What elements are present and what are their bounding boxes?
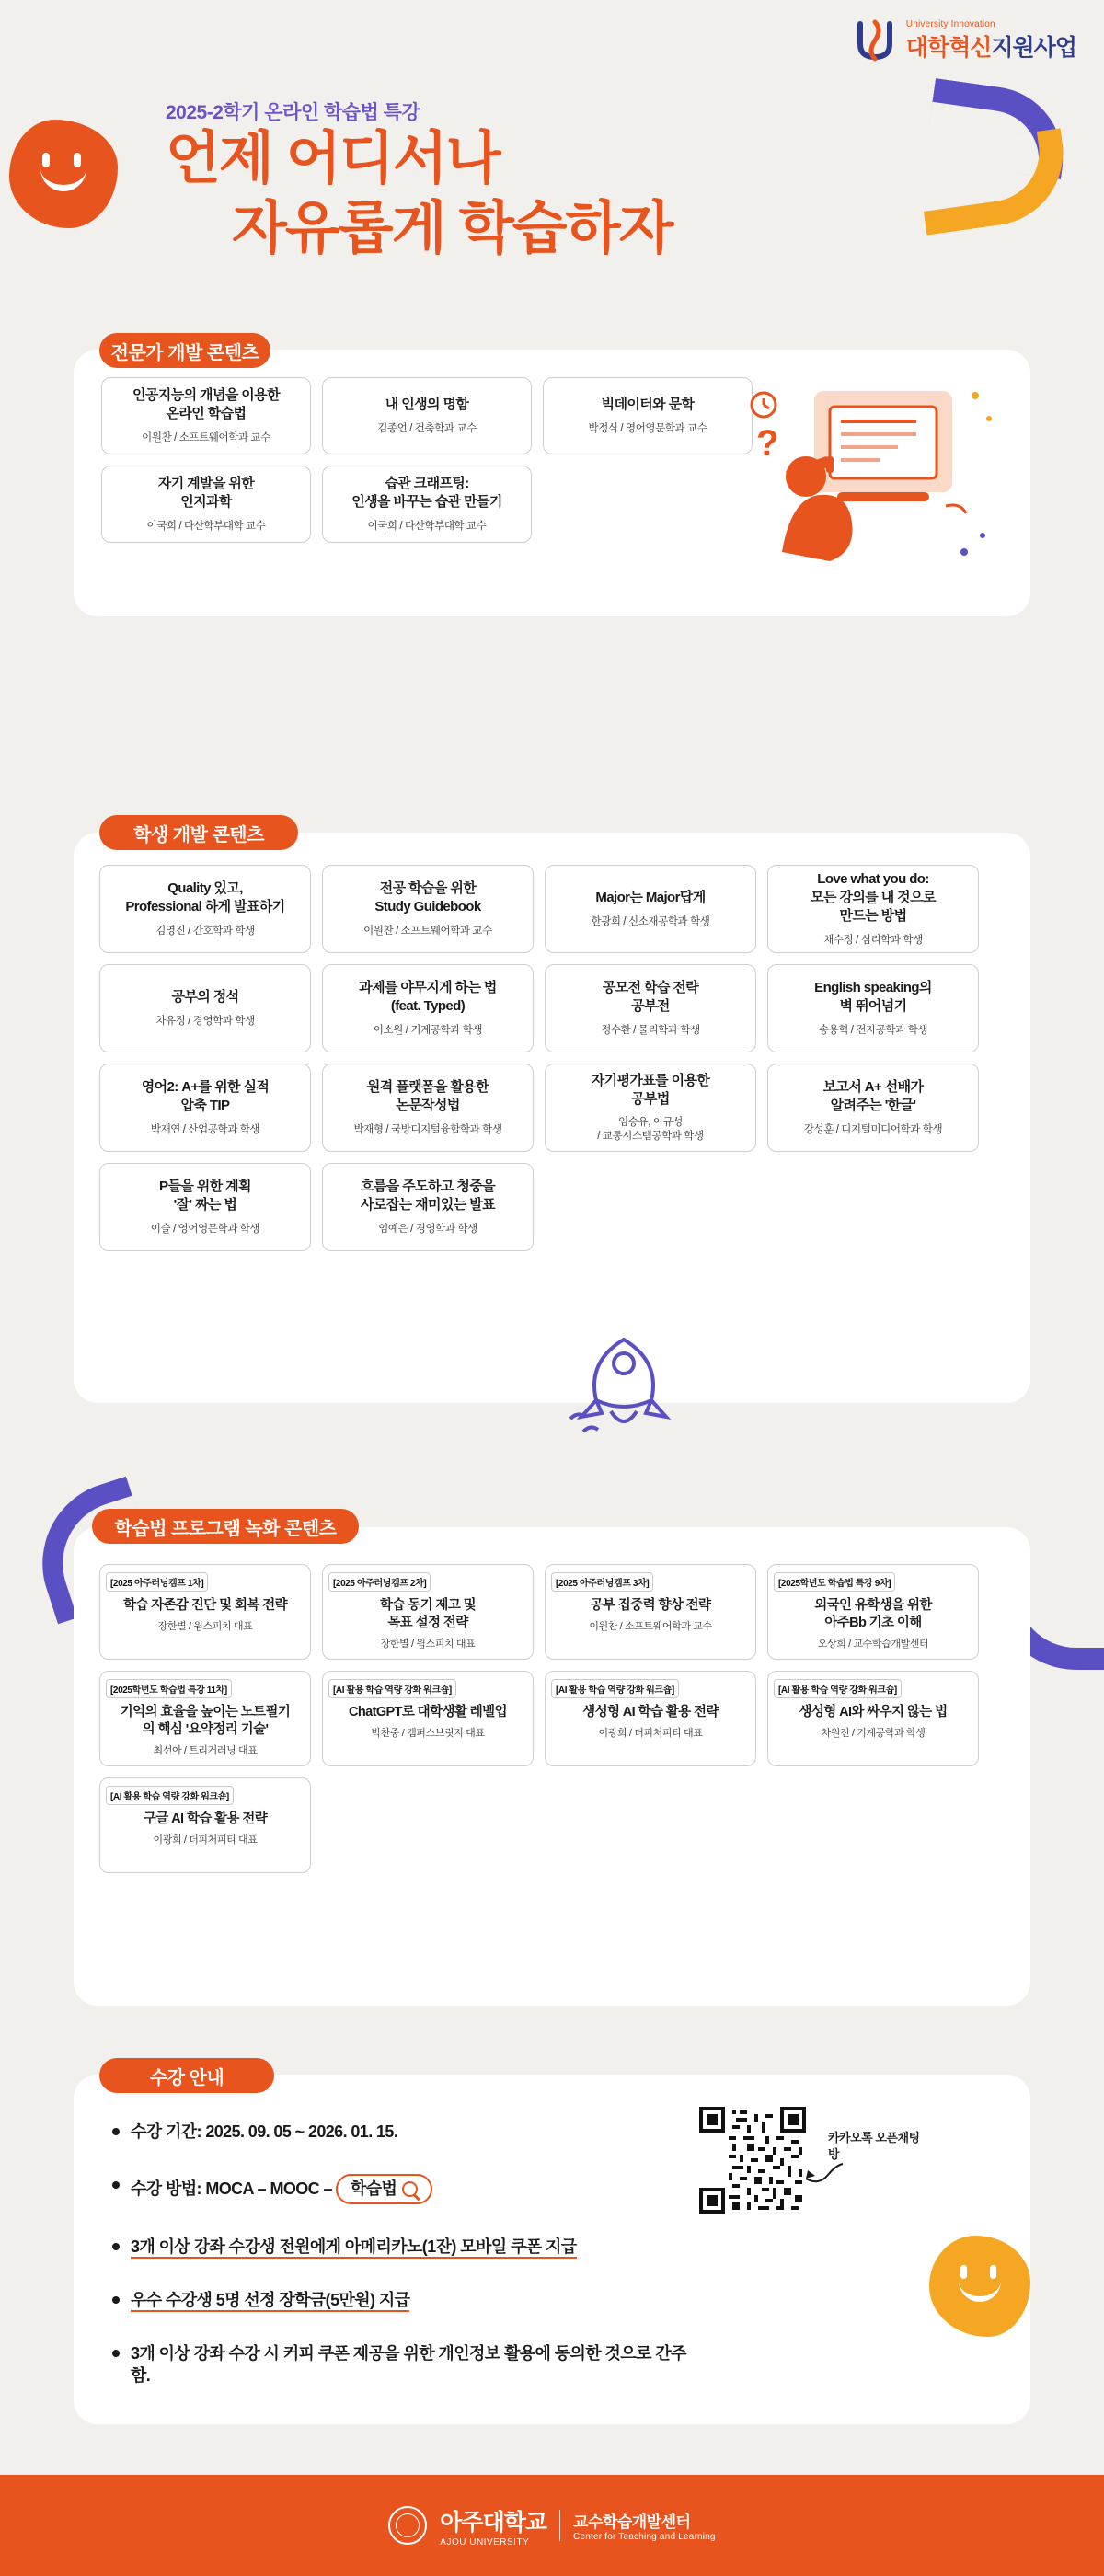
content-card-meta: 이국희 / 다산학부대학 교수 (367, 520, 487, 532)
poster-title (166, 124, 672, 263)
content-card-meta: 이국희 / 다산학부대학 교수 (146, 520, 266, 532)
section-student-label: 학생 개발 콘텐츠 (99, 815, 298, 850)
content-card[interactable] (322, 964, 534, 1052)
university-seal-icon (388, 2506, 427, 2545)
qr-caption: 카카오톡 오픈채팅방 (828, 2131, 920, 2162)
content-card-title: 인공지능의 개념을 이용한 온라인 학습법 (132, 387, 280, 422)
content-card-title: 기억의 효율을 높이는 노트필기 의 핵심 '요약정리 기술' (120, 1705, 291, 1738)
content-card[interactable] (322, 865, 534, 953)
content-card-tag: [2025학년도 학습법 특강 11차] (106, 1679, 232, 1698)
content-card-title: 흐름을 주도하고 청중을 사로잡는 재미있는 발표 (360, 1179, 496, 1213)
content-card[interactable] (99, 964, 311, 1052)
guide-item (110, 2174, 699, 2203)
content-card-title: 학습 자존감 진단 및 회복 전략 (122, 1598, 288, 1613)
footer-center-kr: 교수학습개발센터 (573, 2513, 691, 2531)
guide-item (110, 2289, 699, 2311)
content-card-title: P들을 위한 계획 '잘' 짜는 법 (159, 1179, 251, 1213)
content-card-title: 공부 집중력 향상 전략 (590, 1598, 711, 1613)
content-card-title: 빅데이터와 문학 (601, 397, 695, 413)
content-card-tag: [2025학년도 학습법 특강 9차] (774, 1572, 895, 1592)
guide-item (110, 2236, 699, 2258)
footer-univ-en: AJOU UNIVERSITY (440, 2536, 530, 2547)
content-card[interactable] (101, 466, 311, 543)
smiley-badge-bottom-icon (929, 2236, 1030, 2337)
qr-code-image[interactable] (699, 2107, 806, 2214)
footer-center-en: Center for Teaching and Learning (573, 2532, 716, 2542)
moca-search-keyword: 학습법 (350, 2179, 397, 2199)
content-card-meta: 송용혁 / 전자공학과 학생 (818, 1024, 928, 1036)
logo-wordmark-b: 지원사업 (991, 34, 1076, 61)
moca-search-pill[interactable] (336, 2174, 432, 2203)
content-card-tag: [AI 활용 학습 역량 강화 워크숍] (328, 1679, 456, 1698)
content-card-meta: 이원찬 / 소프트웨어학과 교수 (142, 431, 270, 443)
content-card[interactable] (545, 865, 756, 953)
logo-wordmark-a: 대학혁신 (905, 34, 992, 61)
content-card[interactable] (322, 466, 532, 543)
content-card-title: 전공 학습을 위한 Study Guidebook (374, 880, 481, 915)
content-card-tag: [2025 아주러닝캠프 3차] (551, 1572, 653, 1592)
content-card-meta: 김영진 / 간호학과 학생 (155, 925, 255, 937)
content-card-title: 외국인 유학생을 위한 아주Bb 기초 이해 (814, 1598, 932, 1631)
content-card-title: Quality 있고, Professional 하게 발표하기 (125, 880, 285, 915)
guide-item (110, 2342, 699, 2387)
content-card-meta: 이소원 / 기계공학과 학생 (373, 1024, 483, 1036)
content-card[interactable] (322, 1564, 534, 1660)
content-card-meta: 임승유, 이규성 / 교통시스템공학과 학생 (597, 1117, 704, 1143)
content-card[interactable] (767, 1064, 979, 1152)
content-card-meta: 한광희 / 신소재공학과 학생 (591, 915, 710, 927)
content-card-title: 내 인생의 명함 (385, 397, 469, 413)
content-card[interactable] (101, 377, 311, 454)
content-card-title: 생성형 AI와 싸우지 않는 법 (799, 1705, 948, 1719)
guide-item-text: 수강 기간: 2025. 09. 05 ~ 2026. 01. 15. (131, 2122, 398, 2141)
recorded-content-grid (99, 1564, 979, 1873)
content-card[interactable] (99, 865, 311, 953)
content-card[interactable] (99, 1163, 311, 1251)
content-card[interactable] (545, 1671, 756, 1766)
content-card-meta: 이원찬 / 소프트웨어학과 교수 (363, 925, 492, 937)
content-card-title: 영어2: A+를 위한 실적 압축 TIP (141, 1079, 270, 1114)
content-card-meta: 김종언 / 건축학과 교수 (377, 422, 477, 434)
content-card-title: 보고서 A+ 선배가 알려주는 '한글' (822, 1079, 924, 1114)
section-recorded-label: 학습법 프로그램 녹화 콘텐츠 (92, 1509, 359, 1544)
content-card-meta: 이원찬 / 소프트웨어학과 교수 (589, 1621, 712, 1633)
content-card[interactable] (99, 1671, 311, 1766)
content-card-meta: 박정식 / 영어영문학과 교수 (588, 422, 707, 434)
content-card-title: 습관 크래프팅: 인생을 바꾸는 습관 만들기 (351, 476, 502, 511)
logo-mark-icon (851, 17, 899, 64)
content-card-title: Major는 Major답게 (595, 890, 706, 906)
content-card-title: 생성형 AI 학습 활용 전략 (582, 1705, 719, 1719)
section-guide-label: 수강 안내 (99, 2058, 274, 2093)
content-card-meta: 최선아 / 트리거러닝 대표 (153, 1745, 258, 1757)
content-card-title: 공모전 학습 전략 공부전 (602, 980, 699, 1015)
content-card-title: 학습 동기 제고 및 목표 설정 전략 (379, 1598, 477, 1631)
poster-title-line1: 언제 어디서나 (166, 127, 500, 190)
smiley-badge-icon (9, 120, 118, 228)
guide-list (110, 2121, 699, 2419)
content-card-meta: 강성훈 / 디지털미디어학과 학생 (803, 1123, 943, 1135)
section-expert-label: 전문가 개발 콘텐츠 (99, 333, 270, 368)
decor-orange-swoosh-top (914, 128, 1073, 235)
content-card-title: 공부의 정석 (171, 989, 239, 1006)
footer-bar (0, 2475, 1104, 2576)
content-card-meta: 박찬중 / 캠퍼스브릿지 대표 (371, 1728, 485, 1740)
content-card-title: 원격 플랫폼을 활용한 논문작성법 (366, 1079, 489, 1114)
logo-wordmark (906, 29, 1076, 63)
content-card[interactable] (767, 1564, 979, 1660)
guide-item-text: 우수 수강생 5명 선정 장학금(5만원) 지급 (131, 2291, 409, 2312)
guide-item-text: 수강 방법: MOCA – MOOC – (131, 2179, 332, 2199)
search-icon (402, 2181, 418, 2197)
logo-tagline: University Innovation (905, 18, 995, 29)
content-card[interactable] (322, 1064, 534, 1152)
guide-item-text: 3개 이상 강좌 수강생 전원에게 아메리카노(1잔) 모바일 쿠폰 지급 (131, 2237, 577, 2259)
content-card[interactable] (767, 964, 979, 1052)
content-card-meta: 정수환 / 물리학과 학생 (601, 1024, 700, 1036)
content-card-tag: [AI 활용 학습 역량 강화 워크숍] (774, 1679, 902, 1698)
content-card-tag: [2025 아주러닝캠프 1차] (106, 1572, 208, 1592)
content-card[interactable] (322, 1163, 534, 1251)
rocket-icon (543, 1316, 681, 1454)
content-card[interactable] (767, 1671, 979, 1766)
content-card-title: ChatGPT로 대학생활 레벨업 (349, 1705, 507, 1719)
content-card-tag: [2025 아주러닝캠프 2차] (328, 1572, 431, 1592)
content-card-title: Love what you do: 모든 강의를 내 것으로 만드는 방법 (811, 871, 936, 924)
poster-subtitle: 2025-2학기 온라인 학습법 특강 (166, 102, 420, 123)
poster-title-line2: 자유롭게 학습하자 (232, 196, 673, 260)
guide-item-text: 3개 이상 강좌 수강 시 커피 쿠폰 제공을 위한 개인정보 활용에 동의한 것으로 간주함. (131, 2344, 686, 2386)
content-card-meta: 차유정 / 경영학과 학생 (155, 1015, 255, 1027)
brand-logo (851, 17, 1076, 64)
content-card[interactable] (322, 377, 532, 454)
content-card-meta: 차원진 / 기계공학과 학생 (821, 1728, 926, 1740)
content-card-title: 과제를 야무지게 하는 법 (feat. Typed) (359, 980, 497, 1015)
content-card-tag: [AI 활용 학습 역량 강화 워크숍] (551, 1679, 679, 1698)
content-card[interactable] (543, 377, 753, 454)
content-card-tag: [AI 활용 학습 역량 강화 워크숍] (106, 1786, 234, 1805)
content-card[interactable] (545, 964, 756, 1052)
study-illustration (727, 368, 1003, 598)
content-card-meta: 오상희 / 교수학습개발센터 (817, 1639, 929, 1650)
content-card-meta: 박재형 / 국방디지털융합학과 학생 (353, 1123, 502, 1135)
content-card-title: 자기평가표를 이용한 공부법 (591, 1072, 710, 1107)
content-card-meta: 장한별 / 윔스피치 대표 (157, 1621, 253, 1633)
content-card-meta: 이광희 / 더피처피티 대표 (598, 1728, 703, 1740)
content-card-meta: 임예은 / 경영학과 학생 (378, 1223, 477, 1235)
content-card[interactable] (767, 865, 979, 953)
qr-block (699, 2107, 920, 2214)
student-content-grid (99, 865, 979, 1251)
decor-purple-swoosh-top (924, 78, 1072, 179)
footer-univ-kr: 아주대학교 (440, 2509, 547, 2536)
content-card-title: 자기 계발을 위한 인지과학 (157, 476, 255, 511)
content-card[interactable] (545, 1564, 756, 1660)
content-card-meta: 이광희 / 더피처피티 대표 (153, 1834, 258, 1846)
content-card[interactable] (322, 1671, 534, 1766)
content-card[interactable] (545, 1064, 756, 1152)
content-card-meta: 채수정 / 심리학과 학생 (823, 934, 923, 946)
content-card[interactable] (99, 1777, 311, 1873)
content-card-meta: 박재연 / 산업공학과 학생 (150, 1123, 260, 1135)
content-card[interactable] (99, 1564, 311, 1660)
svg-text:?: ? (756, 423, 779, 464)
content-card-title: 구글 AI 학습 활용 전략 (143, 1811, 268, 1826)
guide-item (110, 2121, 699, 2143)
expert-content-grid (101, 377, 753, 543)
footer-divider (559, 2510, 560, 2541)
content-card-meta: 이슬 / 영어영문학과 학생 (150, 1223, 260, 1235)
content-card[interactable] (99, 1064, 311, 1152)
content-card-title: English speaking의 벽 뛰어넘기 (814, 980, 932, 1015)
content-card-meta: 장한별 / 윔스피치 대표 (380, 1639, 476, 1650)
